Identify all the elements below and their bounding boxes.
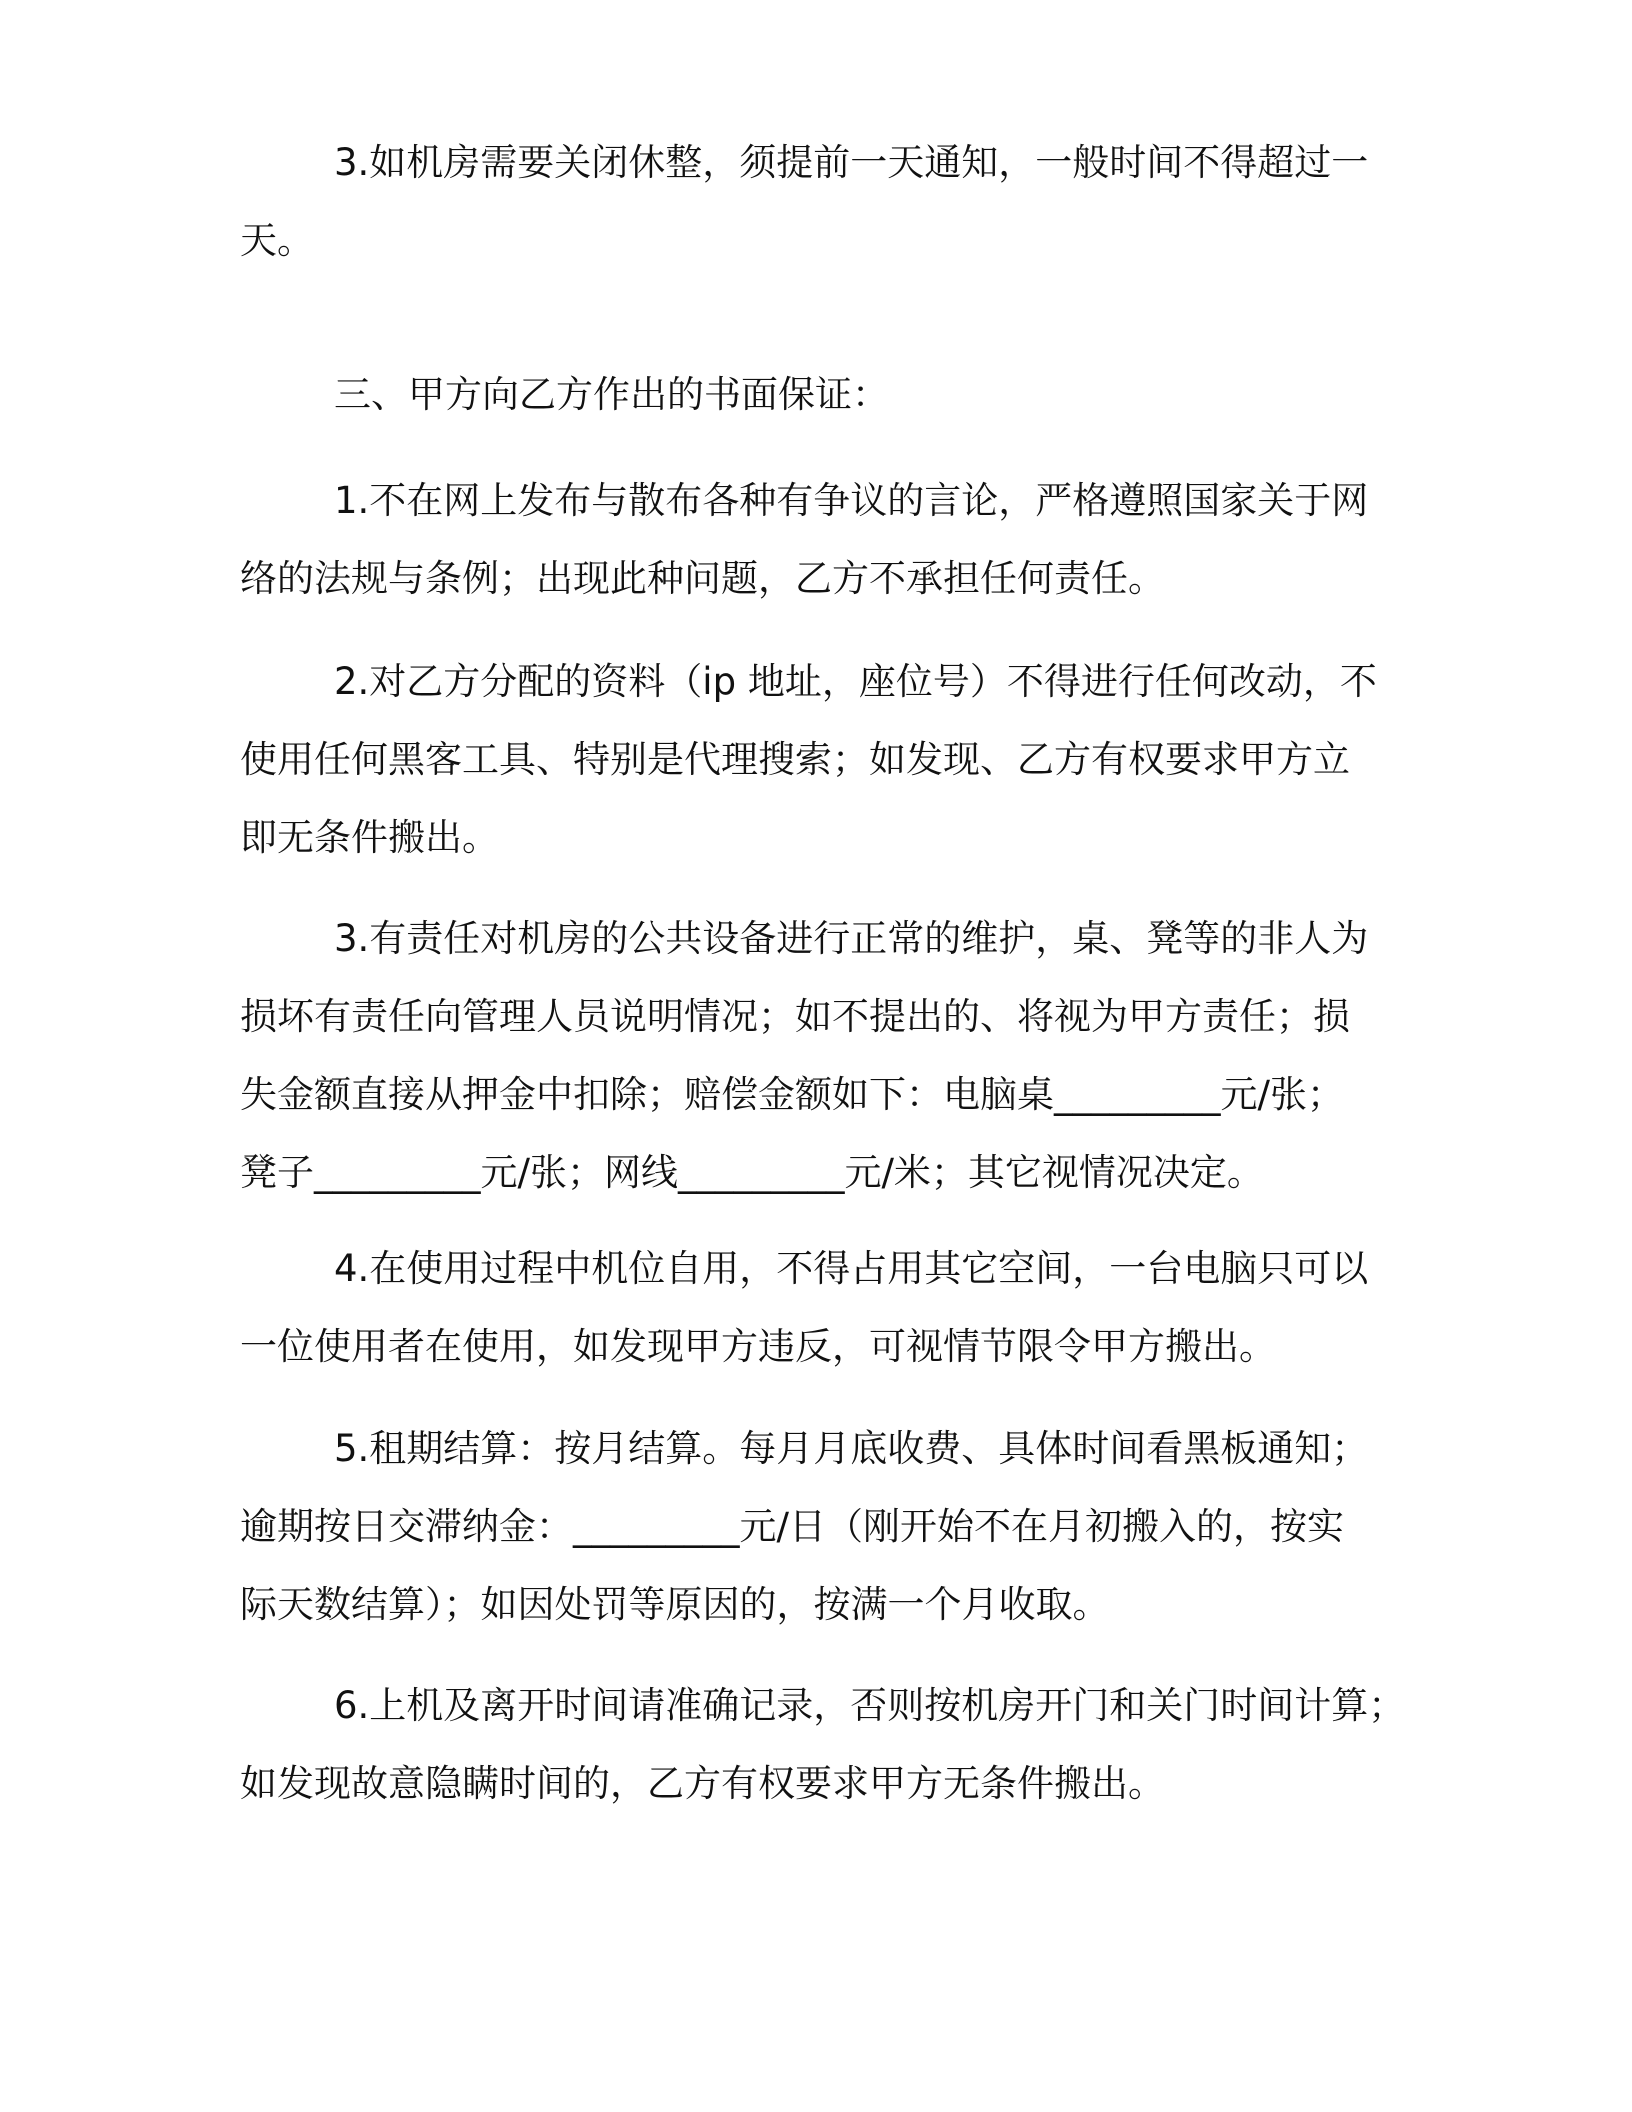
text-line: 5.租期结算：按月结算。每月月底收费、具体时间看黑板通知； xyxy=(334,1427,1369,1470)
text-line: 失金额直接从押金中扣除；赔偿金额如下：电脑桌_________元/张； xyxy=(240,1073,1344,1116)
text-line: 如发现故意隐瞒时间的，乙方有权要求甲方无条件搬出。 xyxy=(240,1762,1165,1805)
paragraph-clause-4 xyxy=(240,1230,1390,1386)
text-line: 三、甲方向乙方作出的书面保证： xyxy=(334,373,889,416)
paragraph-clause-3 xyxy=(240,900,1390,1212)
paragraph-clause-6 xyxy=(240,1667,1406,1823)
text-line: 逾期按日交滞纳金：_________元/日（刚开始不在月初搬入的，按实 xyxy=(240,1505,1344,1548)
paragraph-clause-5 xyxy=(240,1410,1390,1644)
text-line: 损坏有责任向管理人员说明情况；如不提出的、将视为甲方责任；损 xyxy=(240,995,1350,1038)
text-line: 4.在使用过程中机位自用，不得占用其它空间，一台电脑只可以 xyxy=(334,1247,1369,1290)
text-line: 天。 xyxy=(240,219,314,262)
text-line: 使用任何黑客工具、特别是代理搜索；如发现、乙方有权要求甲方立 xyxy=(240,738,1350,781)
text-line: 际天数结算）；如因处罚等原因的，按满一个月收取。 xyxy=(240,1583,1110,1626)
text-line: 络的法规与条例；出现此种问题，乙方不承担任何责任。 xyxy=(240,557,1165,600)
paragraph-clause-2 xyxy=(240,643,1390,877)
paragraph-closure-notice xyxy=(240,124,1390,280)
text-line: 1.不在网上发布与散布各种有争议的言论，严格遵照国家关于网 xyxy=(334,479,1369,522)
text-line: 3.如机房需要关闭休整，须提前一天通知，一般时间不得超过一 xyxy=(334,141,1369,184)
text-line: 6.上机及离开时间请准确记录，否则按机房开门和关门时间计算； xyxy=(334,1684,1406,1727)
text-line: 3.有责任对机房的公共设备进行正常的维护，桌、凳等的非人为 xyxy=(334,917,1369,960)
paragraph-clause-1 xyxy=(240,462,1390,618)
text-line: 2.对乙方分配的资料（ip 地址，座位号）不得进行任何改动，不 xyxy=(334,660,1377,703)
text-line: 一位使用者在使用，如发现甲方违反，可视情节限令甲方搬出。 xyxy=(240,1325,1276,1368)
text-line: 即无条件搬出。 xyxy=(240,816,499,859)
text-line: 凳子_________元/张；网线_________元/米；其它视情况决定。 xyxy=(240,1151,1264,1194)
section-three-heading xyxy=(240,356,1390,434)
